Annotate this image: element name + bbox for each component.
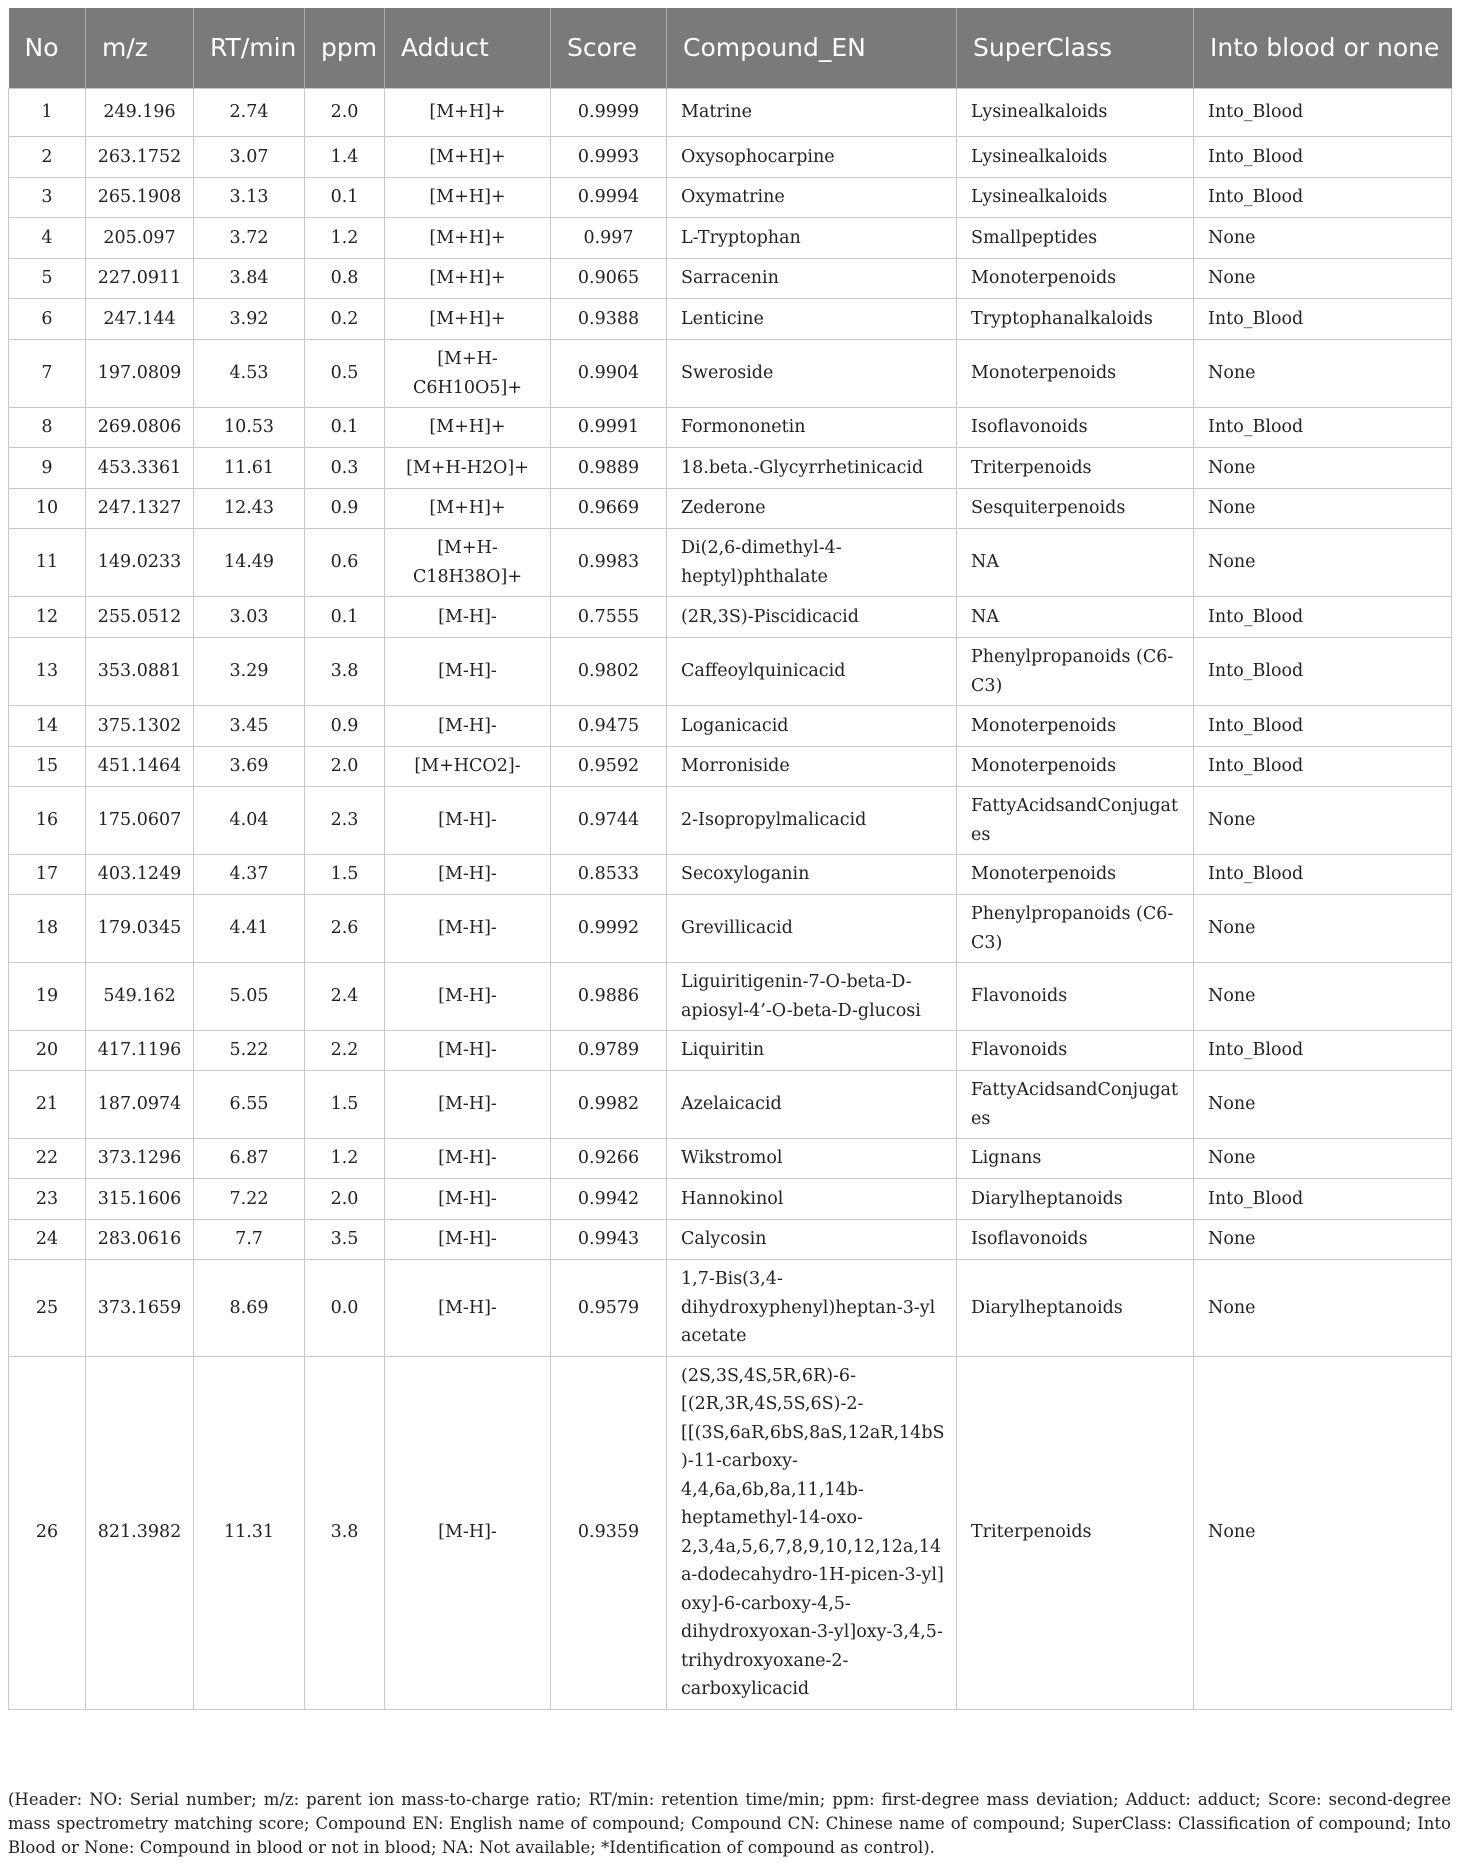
table-row	[9, 1031, 1452, 1071]
cell-ppm: 2.3	[305, 787, 385, 855]
cell-no: 7	[9, 340, 86, 408]
cell-mz: 373.1659	[86, 1260, 194, 1357]
cell-ppm: 0.8	[305, 259, 385, 299]
cell-ppm: 0.1	[305, 408, 385, 448]
cell-mz: 549.162	[86, 963, 194, 1031]
table-row	[9, 855, 1452, 895]
cell-superclass: Sesquiterpenoids	[957, 489, 1194, 529]
cell-rt: 7.7	[194, 1220, 305, 1260]
cell-rt: 4.41	[194, 895, 305, 963]
cell-adduct: [M-H]-	[385, 638, 551, 706]
cell-score: 0.9994	[551, 178, 667, 218]
cell-mz: 373.1296	[86, 1139, 194, 1179]
cell-into-blood: Into_Blood	[1194, 747, 1452, 787]
cell-superclass: NA	[957, 597, 1194, 638]
cell-into-blood: Into_Blood	[1194, 137, 1452, 178]
cell-mz: 249.196	[86, 89, 194, 137]
cell-superclass: Diarylheptanoids	[957, 1260, 1194, 1357]
cell-no: 16	[9, 787, 86, 855]
cell-score: 0.9993	[551, 137, 667, 178]
cell-ppm: 0.2	[305, 299, 385, 340]
cell-ppm: 1.4	[305, 137, 385, 178]
table-row	[9, 137, 1452, 178]
cell-no: 22	[9, 1139, 86, 1179]
cell-adduct: [M-H]-	[385, 597, 551, 638]
cell-rt: 3.92	[194, 299, 305, 340]
table-row	[9, 218, 1452, 259]
table-row	[9, 895, 1452, 963]
cell-ppm: 0.6	[305, 529, 385, 597]
cell-compound-en: 2-Isopropylmalicacid	[667, 787, 957, 855]
cell-mz: 263.1752	[86, 137, 194, 178]
header-ppm: ppm	[305, 8, 385, 89]
cell-no: 19	[9, 963, 86, 1031]
table-footnote: (Header: NO: Serial number; m/z: parent ion mass-to-charge ratio; RT/min: retention time/min; ppm: first-degree mass deviation; Adduct: adduct; Score: second-degree mass spectrometry matching score; Compound EN: English name of compound; Compound CN: Chinese name of compound; SuperClass: Classification of compound; Into Blood or None: Compound in blood or not in blood; NA: Not available; *Identification of compound as control).	[8, 1790, 1451, 1857]
cell-adduct: [M+H]+	[385, 299, 551, 340]
cell-mz: 265.1908	[86, 178, 194, 218]
cell-into-blood: Into_Blood	[1194, 1179, 1452, 1220]
cell-rt: 14.49	[194, 529, 305, 597]
cell-superclass: Isoflavonoids	[957, 408, 1194, 448]
header-superclass: SuperClass	[957, 8, 1194, 89]
cell-score: 0.9886	[551, 963, 667, 1031]
cell-adduct: [M+H]+	[385, 259, 551, 299]
cell-no: 1	[9, 89, 86, 137]
cell-mz: 175.0607	[86, 787, 194, 855]
cell-superclass: Monoterpenoids	[957, 747, 1194, 787]
cell-into-blood: None	[1194, 963, 1452, 1031]
cell-adduct: [M-H]-	[385, 855, 551, 895]
cell-compound-en: Sarracenin	[667, 259, 957, 299]
cell-no: 23	[9, 1179, 86, 1220]
cell-rt: 3.84	[194, 259, 305, 299]
cell-ppm: 3.8	[305, 1356, 385, 1709]
cell-no: 12	[9, 597, 86, 638]
cell-superclass: FattyAcidsandConjugates	[957, 787, 1194, 855]
cell-rt: 4.37	[194, 855, 305, 895]
cell-compound-en: Matrine	[667, 89, 957, 137]
cell-superclass: Phenylpropanoids (C6-C3)	[957, 638, 1194, 706]
cell-rt: 3.07	[194, 137, 305, 178]
cell-rt: 12.43	[194, 489, 305, 529]
cell-rt: 4.04	[194, 787, 305, 855]
cell-into-blood: None	[1194, 1220, 1452, 1260]
table-row	[9, 1071, 1452, 1139]
cell-score: 0.9744	[551, 787, 667, 855]
cell-score: 0.9992	[551, 895, 667, 963]
cell-adduct: [M+HCO2]-	[385, 747, 551, 787]
cell-superclass: Tryptophanalkaloids	[957, 299, 1194, 340]
cell-score: 0.9802	[551, 638, 667, 706]
cell-compound-en: Oxymatrine	[667, 178, 957, 218]
cell-score: 0.9889	[551, 448, 667, 489]
cell-into-blood: Into_Blood	[1194, 638, 1452, 706]
cell-score: 0.9943	[551, 1220, 667, 1260]
header-adduct: Adduct	[385, 8, 551, 89]
cell-into-blood: None	[1194, 895, 1452, 963]
cell-ppm: 2.4	[305, 963, 385, 1031]
cell-score: 0.9592	[551, 747, 667, 787]
compound-table	[8, 8, 1452, 1710]
cell-compound-en: 1,7-Bis(3,4-dihydroxyphenyl)heptan-3-yl acetate	[667, 1260, 957, 1357]
cell-compound-en: (2S,3S,4S,5R,6R)-6-[(2R,3R,4S,5S,6S)-2-[[(3S,6aR,6bS,8aS,12aR,14bS)-11-carboxy-4,4,6a,6b,8a,11,14b-heptamethyl-14-oxo-2,3,4a,5,6,7,8,9,10,12,12a,14a-dodecahydro-1H-picen-3-yl] oxy]-6-carboxy-4,5-dihydroxyoxan-3-yl]oxy-3,4,5-trihydroxyoxane-2-carboxylicacid	[667, 1356, 957, 1709]
cell-into-blood: None	[1194, 1260, 1452, 1357]
cell-no: 17	[9, 855, 86, 895]
table-row	[9, 1356, 1452, 1709]
cell-rt: 3.13	[194, 178, 305, 218]
cell-no: 4	[9, 218, 86, 259]
cell-no: 5	[9, 259, 86, 299]
cell-ppm: 0.9	[305, 706, 385, 747]
cell-score: 0.9669	[551, 489, 667, 529]
cell-no: 2	[9, 137, 86, 178]
cell-compound-en: Secoxyloganin	[667, 855, 957, 895]
cell-adduct: [M+H-C6H10O5]+	[385, 340, 551, 408]
cell-no: 13	[9, 638, 86, 706]
table-row	[9, 489, 1452, 529]
cell-rt: 4.53	[194, 340, 305, 408]
compound-table-container	[8, 8, 1451, 1710]
cell-superclass: Triterpenoids	[957, 1356, 1194, 1709]
cell-no: 10	[9, 489, 86, 529]
cell-score: 0.9982	[551, 1071, 667, 1139]
cell-adduct: [M-H]-	[385, 1260, 551, 1357]
cell-rt: 7.22	[194, 1179, 305, 1220]
cell-into-blood: Into_Blood	[1194, 408, 1452, 448]
cell-adduct: [M-H]-	[385, 1071, 551, 1139]
cell-into-blood: Into_Blood	[1194, 597, 1452, 638]
cell-adduct: [M-H]-	[385, 1139, 551, 1179]
cell-compound-en: Oxysophocarpine	[667, 137, 957, 178]
cell-rt: 6.55	[194, 1071, 305, 1139]
cell-ppm: 0.3	[305, 448, 385, 489]
cell-no: 9	[9, 448, 86, 489]
cell-rt: 10.53	[194, 408, 305, 448]
cell-compound-en: Hannokinol	[667, 1179, 957, 1220]
cell-superclass: NA	[957, 529, 1194, 597]
cell-adduct: [M+H]+	[385, 218, 551, 259]
cell-no: 6	[9, 299, 86, 340]
cell-into-blood: Into_Blood	[1194, 299, 1452, 340]
cell-no: 26	[9, 1356, 86, 1709]
cell-into-blood: Into_Blood	[1194, 706, 1452, 747]
cell-into-blood: None	[1194, 340, 1452, 408]
cell-superclass: Monoterpenoids	[957, 855, 1194, 895]
table-row	[9, 89, 1452, 137]
cell-adduct: [M-H]-	[385, 963, 551, 1031]
cell-into-blood: None	[1194, 448, 1452, 489]
header-score: Score	[551, 8, 667, 89]
table-row	[9, 259, 1452, 299]
header-row	[9, 8, 1452, 89]
cell-adduct: [M+H]+	[385, 489, 551, 529]
cell-score: 0.9991	[551, 408, 667, 448]
cell-superclass: Flavonoids	[957, 963, 1194, 1031]
cell-mz: 255.0512	[86, 597, 194, 638]
cell-mz: 269.0806	[86, 408, 194, 448]
cell-mz: 375.1302	[86, 706, 194, 747]
cell-rt: 6.87	[194, 1139, 305, 1179]
cell-adduct: [M-H]-	[385, 1356, 551, 1709]
table-row	[9, 529, 1452, 597]
cell-adduct: [M+H-C18H38O]+	[385, 529, 551, 597]
cell-score: 0.9065	[551, 259, 667, 299]
table-row	[9, 448, 1452, 489]
table-row	[9, 638, 1452, 706]
cell-into-blood: None	[1194, 218, 1452, 259]
cell-mz: 451.1464	[86, 747, 194, 787]
cell-adduct: [M-H]-	[385, 895, 551, 963]
cell-no: 8	[9, 408, 86, 448]
cell-adduct: [M+H]+	[385, 137, 551, 178]
cell-rt: 3.72	[194, 218, 305, 259]
cell-compound-en: Zederone	[667, 489, 957, 529]
cell-ppm: 1.5	[305, 1071, 385, 1139]
cell-score: 0.8533	[551, 855, 667, 895]
cell-ppm: 2.0	[305, 747, 385, 787]
cell-adduct: [M+H]+	[385, 178, 551, 218]
table-row	[9, 787, 1452, 855]
table-row	[9, 1179, 1452, 1220]
table-row	[9, 178, 1452, 218]
cell-rt: 2.74	[194, 89, 305, 137]
header-no: No	[9, 8, 86, 89]
cell-mz: 353.0881	[86, 638, 194, 706]
cell-ppm: 1.2	[305, 218, 385, 259]
cell-into-blood: None	[1194, 529, 1452, 597]
table-body	[9, 89, 1452, 1710]
cell-mz: 227.0911	[86, 259, 194, 299]
cell-mz: 821.3982	[86, 1356, 194, 1709]
cell-into-blood: None	[1194, 489, 1452, 529]
cell-into-blood: Into_Blood	[1194, 855, 1452, 895]
cell-mz: 315.1606	[86, 1179, 194, 1220]
cell-compound-en: Morroniside	[667, 747, 957, 787]
table-row	[9, 747, 1452, 787]
cell-score: 0.9388	[551, 299, 667, 340]
cell-into-blood: None	[1194, 259, 1452, 299]
cell-superclass: FattyAcidsandConjugates	[957, 1071, 1194, 1139]
cell-mz: 197.0809	[86, 340, 194, 408]
cell-no: 14	[9, 706, 86, 747]
cell-rt: 5.05	[194, 963, 305, 1031]
cell-superclass: Flavonoids	[957, 1031, 1194, 1071]
cell-mz: 283.0616	[86, 1220, 194, 1260]
cell-rt: 8.69	[194, 1260, 305, 1357]
cell-mz: 205.097	[86, 218, 194, 259]
cell-compound-en: Azelaicacid	[667, 1071, 957, 1139]
table-row	[9, 408, 1452, 448]
cell-compound-en: Grevillicacid	[667, 895, 957, 963]
cell-score: 0.9983	[551, 529, 667, 597]
table-row	[9, 1260, 1452, 1357]
cell-ppm: 2.6	[305, 895, 385, 963]
cell-no: 3	[9, 178, 86, 218]
cell-superclass: Lysinealkaloids	[957, 178, 1194, 218]
cell-mz: 179.0345	[86, 895, 194, 963]
header-into-blood: Into blood or none	[1194, 8, 1452, 89]
cell-compound-en: Formononetin	[667, 408, 957, 448]
cell-no: 25	[9, 1260, 86, 1357]
cell-score: 0.997	[551, 218, 667, 259]
cell-no: 24	[9, 1220, 86, 1260]
cell-score: 0.9999	[551, 89, 667, 137]
cell-no: 21	[9, 1071, 86, 1139]
cell-score: 0.9475	[551, 706, 667, 747]
table-row	[9, 1139, 1452, 1179]
cell-ppm: 2.2	[305, 1031, 385, 1071]
cell-score: 0.7555	[551, 597, 667, 638]
cell-ppm: 0.1	[305, 178, 385, 218]
cell-superclass: Diarylheptanoids	[957, 1179, 1194, 1220]
cell-compound-en: Lenticine	[667, 299, 957, 340]
cell-superclass: Lysinealkaloids	[957, 137, 1194, 178]
cell-mz: 149.0233	[86, 529, 194, 597]
cell-ppm: 1.5	[305, 855, 385, 895]
cell-no: 18	[9, 895, 86, 963]
cell-mz: 247.1327	[86, 489, 194, 529]
cell-ppm: 1.2	[305, 1139, 385, 1179]
cell-score: 0.9789	[551, 1031, 667, 1071]
cell-rt: 3.45	[194, 706, 305, 747]
table-row	[9, 299, 1452, 340]
header-compound-en: Compound_EN	[667, 8, 957, 89]
cell-superclass: Smallpeptides	[957, 218, 1194, 259]
cell-superclass: Monoterpenoids	[957, 706, 1194, 747]
table-row	[9, 706, 1452, 747]
cell-ppm: 2.0	[305, 1179, 385, 1220]
cell-compound-en: Di(2,6-dimethyl-4-heptyl)phthalate	[667, 529, 957, 597]
cell-superclass: Lignans	[957, 1139, 1194, 1179]
table-row	[9, 1220, 1452, 1260]
cell-adduct: [M-H]-	[385, 1179, 551, 1220]
cell-rt: 3.29	[194, 638, 305, 706]
cell-adduct: [M-H]-	[385, 1031, 551, 1071]
cell-score: 0.9904	[551, 340, 667, 408]
cell-no: 11	[9, 529, 86, 597]
cell-compound-en: L-Tryptophan	[667, 218, 957, 259]
cell-superclass: Phenylpropanoids (C6-C3)	[957, 895, 1194, 963]
cell-compound-en: Sweroside	[667, 340, 957, 408]
cell-mz: 403.1249	[86, 855, 194, 895]
cell-into-blood: Into_Blood	[1194, 178, 1452, 218]
cell-into-blood: None	[1194, 787, 1452, 855]
cell-compound-en: (2R,3S)-Piscidicacid	[667, 597, 957, 638]
table-row	[9, 340, 1452, 408]
cell-mz: 187.0974	[86, 1071, 194, 1139]
cell-ppm: 0.0	[305, 1260, 385, 1357]
cell-rt: 11.61	[194, 448, 305, 489]
cell-adduct: [M-H]-	[385, 706, 551, 747]
table-row	[9, 597, 1452, 638]
cell-score: 0.9359	[551, 1356, 667, 1709]
cell-mz: 417.1196	[86, 1031, 194, 1071]
header-mz: m/z	[86, 8, 194, 89]
cell-mz: 453.3361	[86, 448, 194, 489]
cell-no: 15	[9, 747, 86, 787]
cell-rt: 11.31	[194, 1356, 305, 1709]
cell-into-blood: None	[1194, 1139, 1452, 1179]
cell-superclass: Isoflavonoids	[957, 1220, 1194, 1260]
cell-into-blood: Into_Blood	[1194, 1031, 1452, 1071]
cell-rt: 3.69	[194, 747, 305, 787]
cell-compound-en: 18.beta.-Glycyrrhetinicacid	[667, 448, 957, 489]
cell-compound-en: Wikstromol	[667, 1139, 957, 1179]
cell-score: 0.9266	[551, 1139, 667, 1179]
cell-adduct: [M-H]-	[385, 787, 551, 855]
cell-ppm: 0.1	[305, 597, 385, 638]
cell-superclass: Monoterpenoids	[957, 259, 1194, 299]
cell-adduct: [M+H]+	[385, 408, 551, 448]
cell-adduct: [M+H]+	[385, 89, 551, 137]
cell-into-blood: None	[1194, 1071, 1452, 1139]
cell-score: 0.9579	[551, 1260, 667, 1357]
cell-adduct: [M-H]-	[385, 1220, 551, 1260]
cell-superclass: Lysinealkaloids	[957, 89, 1194, 137]
cell-ppm: 2.0	[305, 89, 385, 137]
cell-adduct: [M+H-H2O]+	[385, 448, 551, 489]
cell-ppm: 0.9	[305, 489, 385, 529]
cell-ppm: 3.5	[305, 1220, 385, 1260]
cell-compound-en: Loganicacid	[667, 706, 957, 747]
cell-into-blood: Into_Blood	[1194, 89, 1452, 137]
cell-superclass: Triterpenoids	[957, 448, 1194, 489]
cell-rt: 5.22	[194, 1031, 305, 1071]
cell-superclass: Monoterpenoids	[957, 340, 1194, 408]
cell-into-blood: None	[1194, 1356, 1452, 1709]
cell-compound-en: Caffeoylquinicacid	[667, 638, 957, 706]
cell-mz: 247.144	[86, 299, 194, 340]
cell-rt: 3.03	[194, 597, 305, 638]
cell-ppm: 3.8	[305, 638, 385, 706]
cell-ppm: 0.5	[305, 340, 385, 408]
cell-score: 0.9942	[551, 1179, 667, 1220]
table-row	[9, 963, 1452, 1031]
header-rt: RT/min	[194, 8, 305, 89]
cell-compound-en: Liguiritigenin-7-O-beta-D-apiosyl-4’-O-beta-D-glucosi	[667, 963, 957, 1031]
cell-no: 20	[9, 1031, 86, 1071]
cell-compound-en: Calycosin	[667, 1220, 957, 1260]
cell-compound-en: Liquiritin	[667, 1031, 957, 1071]
